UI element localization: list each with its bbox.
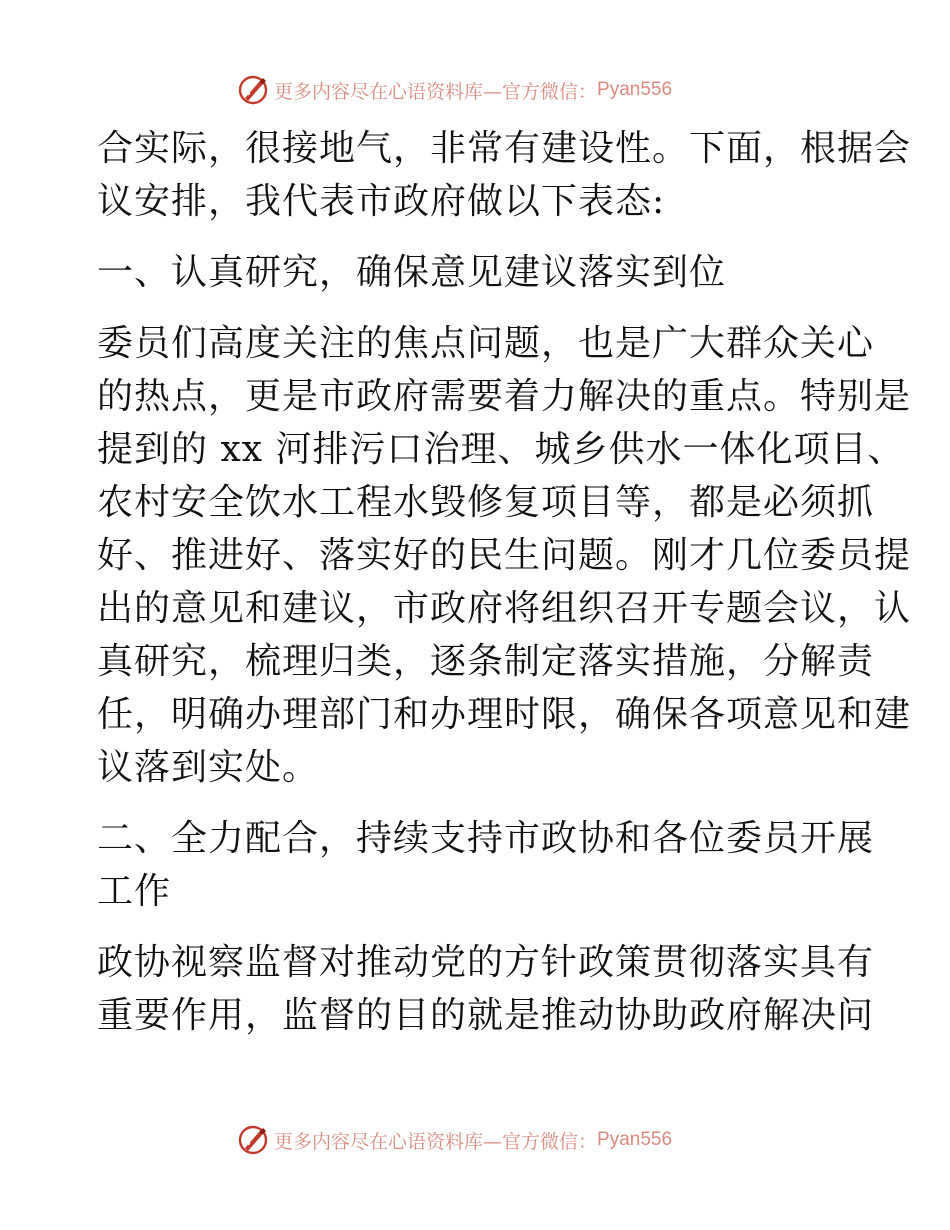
paragraph-line: 农村安全饮水工程水毁修复项目等，都是必须抓	[97, 482, 875, 523]
paragraph-line: 的热点，更是市政府需要着力解决的重点。特别是	[97, 376, 912, 417]
footer-banner-text: 更多内容尽在心语资料库—官方微信：	[274, 1130, 598, 1153]
footer-banner[interactable]	[236, 1122, 756, 1158]
paragraph-line: 好、推进好、落实好的民生问题。刚才几位委员提	[97, 535, 912, 576]
section-heading-1: 一、认真研究，确保意见建议落实到位	[97, 252, 727, 293]
paragraph-line: 重要作用，监督的目的就是推动协助政府解决问	[97, 995, 875, 1036]
document-body	[97, 122, 912, 1042]
pen-logo-icon	[236, 1123, 270, 1157]
paragraph-line: 出的意见和建议，市政府将组织召开专题会议，认	[97, 588, 912, 629]
header-wechat-id: Pyan556	[597, 79, 673, 100]
paragraph-line: 议安排，我代表市政府做以下表态:	[97, 181, 666, 222]
section-heading-2: 工作	[97, 871, 172, 912]
paragraph-line: 委员们高度关注的焦点问题，也是广大群众关心	[97, 323, 875, 364]
section-heading-2: 二、全力配合，持续支持市政协和各位委员开展	[97, 818, 875, 859]
header-banner-text: 更多内容尽在心语资料库—官方微信：	[274, 80, 598, 103]
paragraph-line: 提到的 xx 河排污口治理、城乡供水一体化项目、	[97, 429, 905, 470]
paragraph-line: 议落到实处。	[97, 747, 320, 788]
paragraph-line: 真研究，梳理归类，逐条制定落实措施，分解责	[97, 641, 875, 682]
paragraph-line: 政协视察监督对推动党的方针政策贯彻落实具有	[97, 942, 875, 983]
paragraph-line: 任，明确办理部门和办理时限，确保各项意见和建	[97, 694, 912, 735]
footer-wechat-id: Pyan556	[597, 1129, 673, 1150]
paragraph-line: 合实际，很接地气，非常有建设性。下面，根据会	[97, 128, 912, 169]
header-banner[interactable]	[236, 72, 756, 108]
pen-logo-icon	[236, 73, 270, 107]
